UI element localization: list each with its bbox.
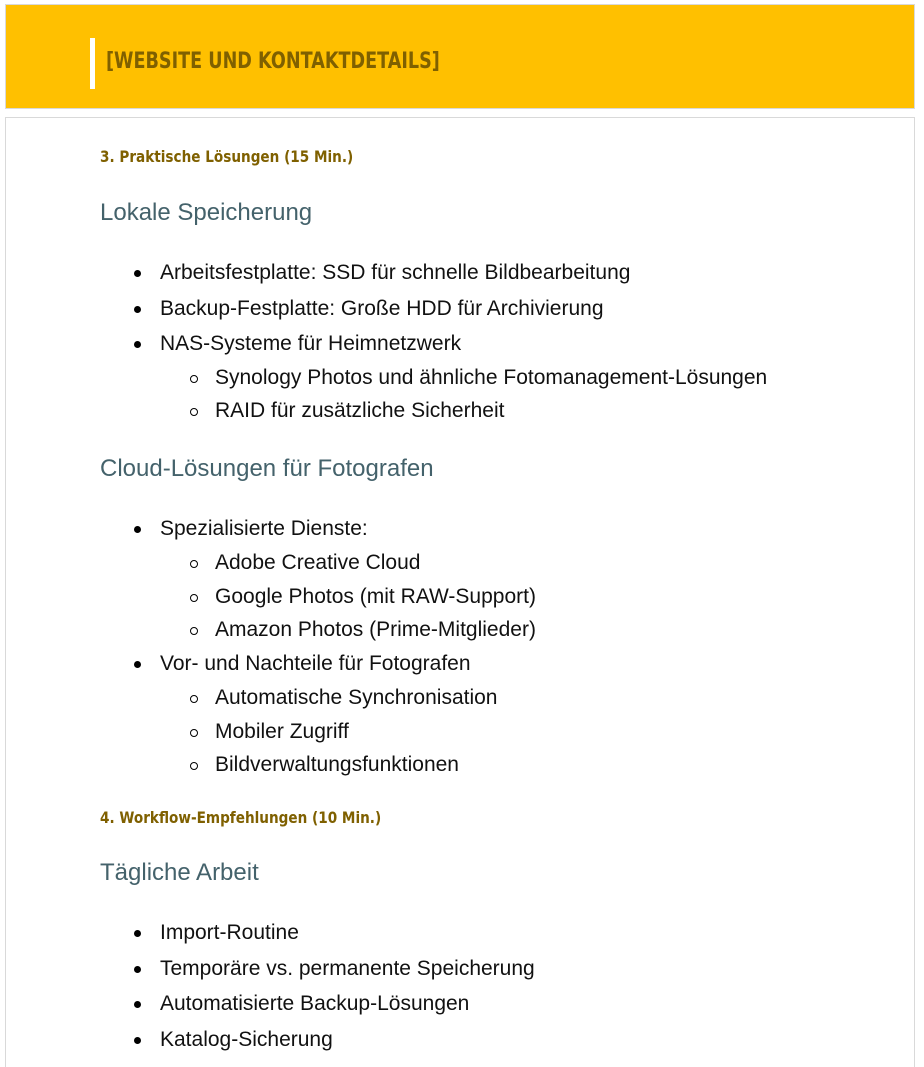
list-subitem: Mobiler Zugriff xyxy=(215,720,349,743)
circle-bullet-icon xyxy=(190,408,198,416)
list-item: Automatisierte Backup-Lösungen xyxy=(160,992,470,1015)
list-item: NAS-Systeme für Heimnetzwerk xyxy=(160,332,462,355)
list-item: Temporäre vs. permanente Speicherung xyxy=(160,957,535,980)
section-heading: 4. Workflow-Empfehlungen (10 Min.) xyxy=(100,808,382,827)
circle-bullet-icon xyxy=(190,594,198,602)
bullet-icon xyxy=(134,526,141,533)
bullet-icon xyxy=(134,306,141,313)
list-subitem: RAID für zusätzliche Sicherheit xyxy=(215,399,505,422)
list-item: Katalog-Sicherung xyxy=(160,1028,333,1051)
bullet-icon xyxy=(134,930,141,937)
list-item: Spezialisierte Dienste: xyxy=(160,517,368,540)
header-banner xyxy=(5,4,915,109)
list-subitem: Bildverwaltungsfunktionen xyxy=(215,753,459,776)
bullet-icon xyxy=(134,1001,141,1008)
header-title: [WEBSITE UND KONTAKTDETAILS] xyxy=(106,49,440,74)
circle-bullet-icon xyxy=(190,762,198,770)
bullet-icon xyxy=(134,341,141,348)
subsection-title: Cloud-Lösungen für Fotografen xyxy=(100,455,434,482)
bullet-icon xyxy=(134,966,141,973)
circle-bullet-icon xyxy=(190,729,198,737)
subsection-title: Lokale Speicherung xyxy=(100,199,313,226)
list-item: Arbeitsfestplatte: SSD für schnelle Bildbearbeitung xyxy=(160,261,631,284)
circle-bullet-icon xyxy=(190,375,198,383)
list-item: Vor- und Nachteile für Fotografen xyxy=(160,652,471,675)
list-subitem: Google Photos (mit RAW-Support) xyxy=(215,585,536,608)
subsection-title: Tägliche Arbeit xyxy=(100,859,259,886)
bullet-icon xyxy=(134,661,141,668)
list-subitem: Synology Photos und ähnliche Fotomanagement-Lösungen xyxy=(215,366,768,389)
circle-bullet-icon xyxy=(190,695,198,703)
list-subitem: Adobe Creative Cloud xyxy=(215,551,421,574)
list-subitem: Amazon Photos (Prime-Mitglieder) xyxy=(215,618,536,641)
section-heading: 3. Praktische Lösungen (15 Min.) xyxy=(100,147,354,166)
bullet-icon xyxy=(134,270,141,277)
list-item: Import-Routine xyxy=(160,921,299,944)
bullet-icon xyxy=(134,1037,141,1044)
list-item: Backup-Festplatte: Große HDD für Archivierung xyxy=(160,297,604,320)
list-subitem: Automatische Synchronisation xyxy=(215,686,498,709)
circle-bullet-icon xyxy=(190,560,198,568)
circle-bullet-icon xyxy=(190,627,198,635)
header-accent-bar xyxy=(90,38,95,89)
